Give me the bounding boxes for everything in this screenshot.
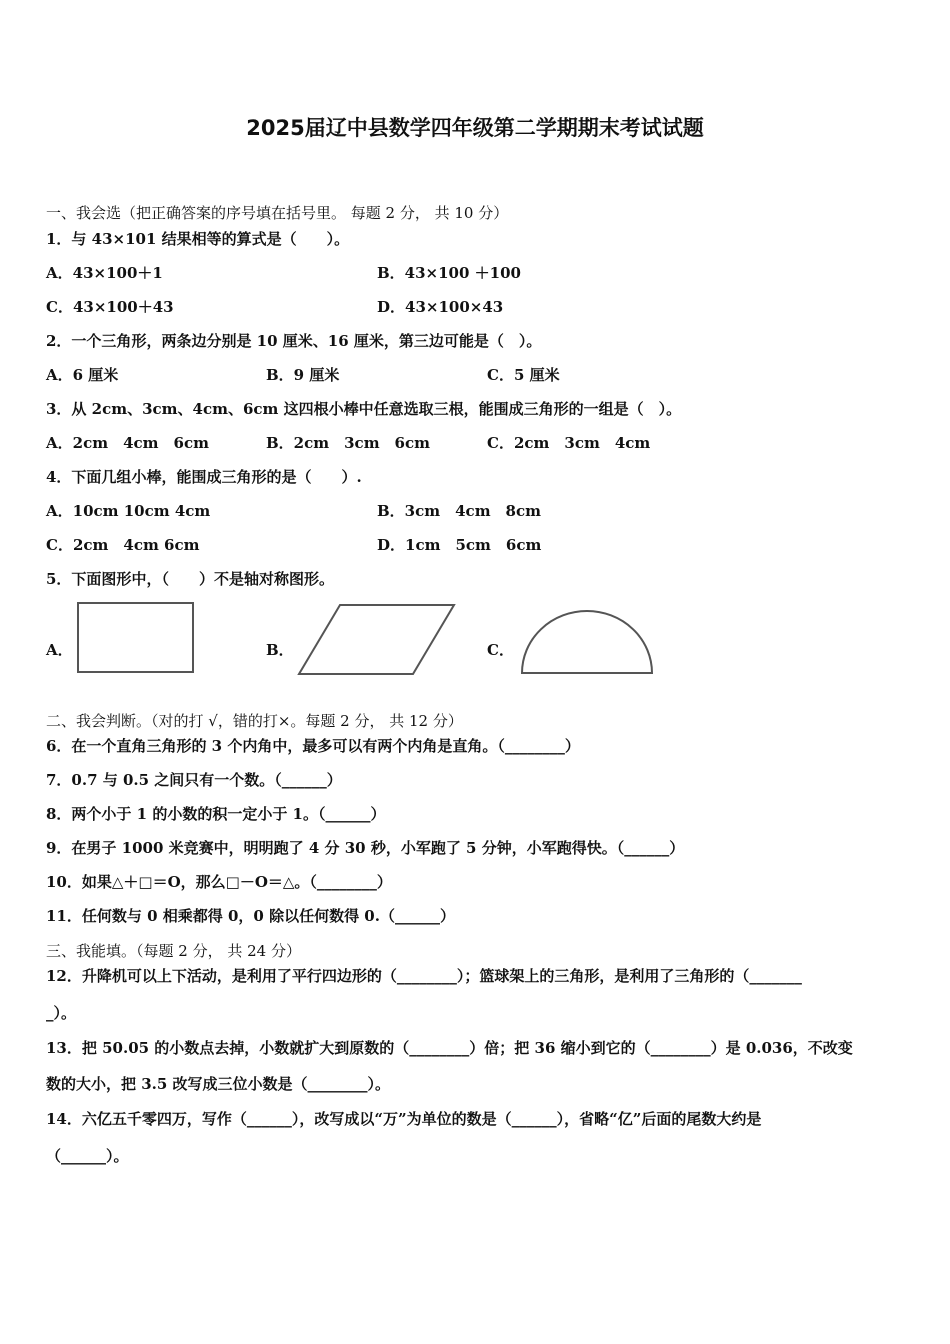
question-5-option-b: B． [266,641,294,659]
question-3-option-a: A．2cm 4cm 6cm [46,434,209,452]
question-1-option-a: A．43×100＋1 [46,264,163,282]
question-2-option-c: C．5 厘米 [487,366,560,384]
question-3-option-b: B．2cm 3cm 6cm [266,434,431,452]
rectangle-figure [74,600,198,676]
question-4-option-a: A．10cm 10cm 4cm [46,502,211,520]
question-8: 8．两个小于 1 的小数的积一定小于 1。（______） [46,805,386,823]
question-7: 7．0.7 与 0.5 之间只有一个数。（______） [46,771,342,789]
question-4-stem: 4．下面几组小棒，能围成三角形的是（ ）. [46,468,362,486]
question-4-option-d: D．1cm 5cm 6cm [377,536,542,554]
question-5-option-c: C． [487,641,514,659]
question-1-stem: 1．与 43×101 结果相等的算式是（ ）。 [46,230,350,248]
question-13-line-1: 13．把 50.05 的小数点去掉，小数就扩大到原数的（________）倍；把 36 缩小到它的（________）是 0.036，不改变 [46,1039,853,1057]
parallelogram-figure [296,602,458,678]
question-2-stem: 2．一个三角形，两条边分别是 10 厘米、16 厘米，第三边可能是（ ）。 [46,332,542,350]
question-9: 9．在男子 1000 米竞赛中，明明跑了 4 分 30 秒，小军跑了 5 分钟，小军跑得快。（______） [46,839,685,857]
question-12-line-2: _）。 [46,1004,77,1022]
section-2-heading: 二、我会判断。（对的打 √，错的打×。每题 2 分， 共 12 分） [46,712,463,730]
question-5-option-a: A． [46,641,73,659]
question-4-option-c: C．2cm 4cm 6cm [46,536,200,554]
question-3-stem: 3．从 2cm、3cm、4cm、6cm 这四根小棒中任意选取三根，能围成三角形的一组是（ ）。 [46,400,682,418]
question-11: 11．任何数与 0 相乘都得 0，0 除以任何数得 0.（______） [46,907,455,925]
semicircle-figure [519,606,655,676]
question-6: 6．在一个直角三角形的 3 个内角中，最多可以有两个内角是直角。（________） [46,737,580,755]
question-2-option-b: B．9 厘米 [266,366,340,384]
question-12-line-1: 12．升降机可以上下活动，是利用了平行四边形的（________）；篮球架上的三角形，是利用了三角形的（_______ [46,967,802,985]
question-1-option-c: C．43×100＋43 [46,298,174,316]
section-1-heading: 一、我会选（把正确答案的序号填在括号里。 每题 2 分， 共 10 分） [46,204,509,222]
question-2-option-a: A．6 厘米 [46,366,119,384]
question-14-line-1: 14．六亿五千零四万，写作（______），改写成以“万”为单位的数是（______），省略“亿”后面的尾数大约是 [46,1110,762,1128]
page-title: 2025届辽中县数学四年级第二学期期末考试试题 [246,116,704,140]
question-13-line-2: 数的大小，把 3.5 改写成三位小数是（________）。 [46,1075,391,1093]
question-1-option-d: D．43×100×43 [377,298,504,316]
question-5-stem: 5．下面图形中，（ ）不是轴对称图形。 [46,570,334,588]
question-10: 10．如果△＋□＝O，那么□－O＝△。（________） [46,873,392,891]
question-1-option-b: B．43×100 ＋100 [377,264,521,282]
question-3-option-c: C．2cm 3cm 4cm [487,434,651,452]
question-14-line-2: （______）。 [46,1147,129,1165]
section-3-heading: 三、我能填。（每题 2 分， 共 24 分） [46,942,301,960]
question-4-option-b: B．3cm 4cm 8cm [377,502,542,520]
